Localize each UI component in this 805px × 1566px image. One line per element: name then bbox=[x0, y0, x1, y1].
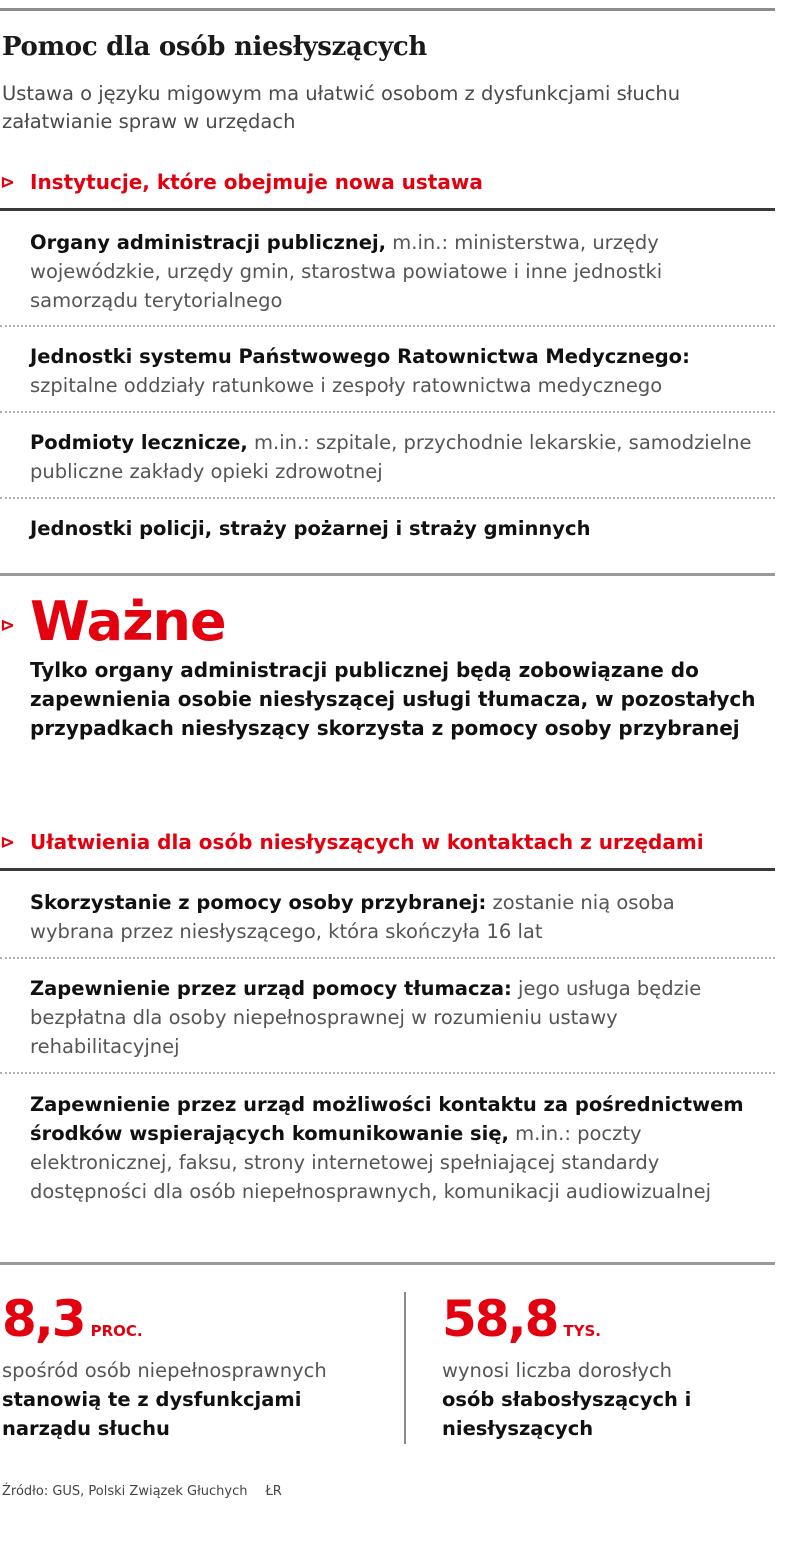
stat-block bbox=[442, 1290, 772, 1443]
section-institutions-heading bbox=[0, 170, 483, 194]
divider bbox=[0, 957, 775, 959]
stat-divider bbox=[404, 1292, 406, 1444]
section-label: Instytucje, które obejmuje nowa ustawa bbox=[30, 170, 483, 194]
item-text: m.in.: szpitale, przychodnie lekarskie, samodzielne publiczne zakłady opieki zdrowotnej bbox=[30, 431, 752, 483]
item-text: szpitalne oddziały ratunkowe i zespoły ratownictwa medycznego bbox=[30, 374, 663, 397]
item-bold: Skorzystanie z pomocy osoby przybranej: bbox=[30, 891, 487, 914]
important-text: Tylko organy administracji publicznej będą zobowiązane do zapewnienia osobie niesłyszącej usługi tłumacza, w pozostałych przypadkach niesłyszący skorzysta z pomocy osoby przybranej bbox=[30, 658, 756, 740]
stat-figure bbox=[2, 1290, 382, 1348]
stat-desc-plain: wynosi liczba dorosłych bbox=[442, 1359, 673, 1382]
stat-unit: PROC. bbox=[90, 1322, 143, 1340]
stat-description bbox=[2, 1356, 382, 1443]
section-rule bbox=[0, 573, 775, 576]
divider bbox=[0, 1072, 775, 1074]
stat-unit: TYS. bbox=[563, 1322, 601, 1340]
stat-desc-bold: osób słabosłyszących i niesłyszących bbox=[442, 1388, 692, 1440]
important-heading: Ważne bbox=[30, 590, 226, 653]
list-item bbox=[30, 1090, 765, 1206]
top-rule bbox=[0, 8, 775, 11]
list-item bbox=[30, 974, 765, 1061]
section-rule bbox=[0, 1262, 775, 1265]
item-bold: Zapewnienie przez urząd możliwości kontaktu za pośrednictwem środków wspierających komunikowanie się, bbox=[30, 1093, 744, 1145]
item-bold: Jednostki policji, straży pożarnej i straży gminnych bbox=[30, 517, 591, 540]
item-bold: Podmioty lecznicze, bbox=[30, 431, 248, 454]
stat-value: 58,8 bbox=[442, 1290, 558, 1348]
arrow-icon: ⊳ bbox=[0, 615, 16, 636]
item-bold: Organy administracji publicznej, bbox=[30, 231, 387, 254]
item-text: zostanie nią osoba wybrana przez niesłyszącego, która skończyła 16 lat bbox=[30, 891, 675, 943]
item-text: m.in.: poczty elektronicznej, faksu, strony internetowej spełniającej standardy dostępności dla osób niepełnosprawnych, komunikacji audiowizualnej bbox=[30, 1122, 712, 1203]
list-item bbox=[30, 228, 765, 315]
stat-block bbox=[2, 1290, 382, 1443]
source-line bbox=[2, 1484, 282, 1499]
arrow-icon: ⊳ bbox=[0, 171, 16, 193]
item-text: jego usługa będzie bezpłatna dla osoby niepełnosprawnej w rozumieniu ustawy rehabilitacyjnej bbox=[30, 977, 702, 1058]
divider bbox=[0, 325, 775, 327]
section-facilities-heading bbox=[0, 830, 704, 854]
stat-desc-plain: spośród osób niepełnosprawnych bbox=[2, 1359, 327, 1382]
section-rule bbox=[0, 208, 775, 211]
list-item bbox=[30, 888, 765, 946]
list-item bbox=[30, 342, 765, 400]
divider bbox=[0, 497, 775, 499]
list-item bbox=[30, 428, 765, 486]
item-bold: Zapewnienie przez urząd pomocy tłumacza: bbox=[30, 977, 512, 1000]
stat-desc-bold: stanowią te z dysfunkcjami narządu słuchu bbox=[2, 1388, 302, 1440]
divider bbox=[0, 411, 775, 413]
item-bold: Jednostki systemu Państwowego Ratownictwa Medycznego: bbox=[30, 345, 690, 368]
stat-figure bbox=[442, 1290, 772, 1348]
list-item bbox=[30, 514, 765, 543]
section-label: Ułatwienia dla osób niesłyszących w kontaktach z urzędami bbox=[30, 830, 704, 854]
page-title: Pomoc dla osób niesłyszących bbox=[2, 32, 428, 62]
item-text: m.in.: ministerstwa, urzędy wojewódzkie, urzędy gmin, starostwa powiatowe i inne jednostki samorządu terytorialnego bbox=[30, 231, 663, 312]
section-rule bbox=[0, 868, 775, 871]
author-credit: ŁR bbox=[265, 1484, 282, 1499]
stat-value: 8,3 bbox=[2, 1290, 85, 1348]
arrow-icon: ⊳ bbox=[0, 831, 16, 853]
stat-description bbox=[442, 1356, 772, 1443]
page-subtitle: Ustawa o języku migowym ma ułatwić osobom z dysfunkcjami słuchu załatwianie spraw w urzędach bbox=[2, 82, 681, 133]
source-text: Źródło: GUS, Polski Związek Głuchych bbox=[2, 1484, 248, 1499]
